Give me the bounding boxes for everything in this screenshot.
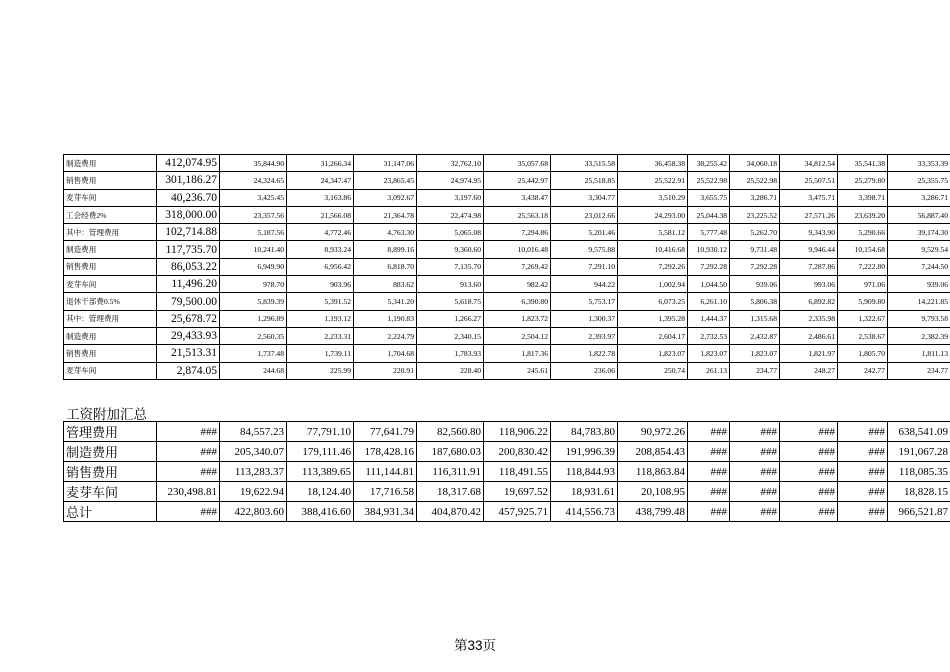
table-cell: 993.06 [780,276,838,293]
detail-row [64,258,950,275]
table-cell: 118,863.84 [618,462,688,482]
table-cell: 18,931.61 [551,482,618,502]
table-cell: 111,144.81 [354,462,417,482]
table-cell: 21,566.08 [287,206,354,223]
row-label: 麦芽车间 [64,189,157,206]
table-cell: 3,286.71 [888,189,950,206]
table-cell: 23,639.20 [838,206,888,223]
table-cell: 90,972.26 [618,422,688,442]
summary-table [63,421,950,522]
detail-row [64,241,950,258]
table-cell: 23,357.56 [220,206,287,223]
table-cell: 1,822.78 [551,345,618,362]
table-cell: 9,946.44 [780,241,838,258]
table-cell: 24,293.00 [618,206,688,223]
table-cell: 205,340.07 [220,442,287,462]
table-cell: 7,292.28 [688,258,730,275]
table-cell: 178,428.16 [354,442,417,462]
table-cell: 1,193.12 [287,310,354,327]
table-cell: 5,753.17 [551,293,618,310]
table-cell: 21,364.78 [354,206,417,223]
detail-row [64,345,950,362]
table-cell: 1,737.48 [220,345,287,362]
table-cell: 1,395.28 [618,310,688,327]
table-cell: 245.61 [484,362,551,379]
table-cell: 200,830.42 [484,442,551,462]
table-cell: 6,261.10 [688,293,730,310]
detail-row [64,224,950,241]
table-cell: ### [688,482,730,502]
table-cell: 236.06 [551,362,618,379]
table-cell: 248.27 [780,362,838,379]
detail-row [64,327,950,344]
table-cell: 5,201.46 [551,224,618,241]
table-cell: 1,823.07 [688,345,730,362]
row-total: 301,186.27 [157,172,220,189]
table-cell: 225.99 [287,362,354,379]
table-cell: 17,716.58 [354,482,417,502]
table-cell: 23,865.45 [354,172,417,189]
table-cell: 228.40 [417,362,484,379]
row-label: 总计 [64,502,157,522]
table-cell: 4,772.46 [287,224,354,241]
table-cell: 35,057.68 [484,155,551,172]
table-cell: 7,291.10 [551,258,618,275]
table-cell: 2,486.61 [780,327,838,344]
table-cell: 9,343.90 [780,224,838,241]
table-cell: ### [838,442,888,462]
expense-detail-table [63,154,950,380]
row-total: ### [157,502,220,522]
row-total: 2,874.05 [157,362,220,379]
table-cell: 5,391.52 [287,293,354,310]
table-cell: 18,124.40 [287,482,354,502]
table-cell: 9,360.60 [417,241,484,258]
table-cell: 2,340.15 [417,327,484,344]
summary-row [64,442,950,462]
table-cell: 2,504.12 [484,327,551,344]
table-cell: 1,783.93 [417,345,484,362]
table-cell: 34,812.54 [780,155,838,172]
table-cell: 982.42 [484,276,551,293]
table-cell: 25,522.91 [618,172,688,189]
table-cell: 1,190.83 [354,310,417,327]
table-cell: 10,154.68 [838,241,888,258]
detail-row [64,206,950,223]
row-label: 销售费用 [64,462,157,482]
row-label: 其中：管理费用 [64,224,157,241]
table-cell: 5,909.80 [838,293,888,310]
table-cell: 38,255.42 [688,155,730,172]
table-cell: 6,818.70 [354,258,417,275]
table-cell: 1,444.37 [688,310,730,327]
table-cell: 2,382.39 [888,327,950,344]
table-cell: 18,828.15 [888,482,950,502]
table-cell: 10,241.40 [220,241,287,258]
table-cell: 9,529.54 [888,241,950,258]
table-cell: 3,092.67 [354,189,417,206]
row-label: 制造费用 [64,241,157,258]
table-cell: 25,442.97 [484,172,551,189]
table-cell: ### [780,462,838,482]
row-total: 40,236.70 [157,189,220,206]
table-cell: 20,108.95 [618,482,688,502]
table-cell: 939.06 [888,276,950,293]
table-cell: 18,317.68 [417,482,484,502]
table-cell: 1,817.36 [484,345,551,362]
row-label: 销售费用 [64,345,157,362]
table-cell: 1,315.68 [730,310,780,327]
table-cell: 5,839.39 [220,293,287,310]
table-cell: 23,012.66 [551,206,618,223]
table-cell: 3,438.47 [484,189,551,206]
table-cell: 82,560.80 [417,422,484,442]
table-cell: 242.77 [838,362,888,379]
table-cell: ### [838,462,888,482]
table-cell: ### [838,482,888,502]
summary-row [64,422,950,442]
table-cell: 19,697.52 [484,482,551,502]
row-label: 其中：管理费用 [64,310,157,327]
row-total: 79,500.00 [157,293,220,310]
row-total: 86,053.22 [157,258,220,275]
table-cell: 1,300.37 [551,310,618,327]
table-cell: 10,016.48 [484,241,551,258]
row-label: 退休干部费0.5% [64,293,157,310]
table-cell: 404,870.42 [417,502,484,522]
table-cell: 939.06 [730,276,780,293]
table-cell: 2,224.79 [354,327,417,344]
row-total: 21,513.31 [157,345,220,362]
table-cell: 25,507.51 [780,172,838,189]
table-cell: 438,799.48 [618,502,688,522]
row-label: 制造费用 [64,327,157,344]
summary-row [64,502,950,522]
table-cell: 2,604.17 [618,327,688,344]
summary-row [64,482,950,502]
table-cell: 1,002.94 [618,276,688,293]
table-cell: 19,622.94 [220,482,287,502]
table-cell: 7,292.28 [730,258,780,275]
table-cell: ### [780,442,838,462]
row-total: 318,000.00 [157,206,220,223]
row-label: 麦芽车间 [64,362,157,379]
table-cell: 34,060.18 [730,155,780,172]
table-cell: 5,777.48 [688,224,730,241]
table-cell: 31,147.06 [354,155,417,172]
detail-row [64,362,950,379]
table-cell: 24,974.95 [417,172,484,189]
table-cell: 1,823.07 [618,345,688,362]
table-cell: ### [780,482,838,502]
table-cell: 388,416.60 [287,502,354,522]
table-cell: 118,085.35 [888,462,950,482]
table-cell: 113,389.65 [287,462,354,482]
table-cell: 944.22 [551,276,618,293]
table-cell: 118,844.93 [551,462,618,482]
table-cell: 25,279.80 [838,172,888,189]
table-cell: 2,233.31 [287,327,354,344]
table-cell: 7,135.70 [417,258,484,275]
table-cell: ### [730,482,780,502]
table-cell: 191,067.28 [888,442,950,462]
detail-row [64,293,950,310]
table-cell: ### [688,462,730,482]
table-cell: 7,294.86 [484,224,551,241]
table-cell: 7,244.50 [888,258,950,275]
table-cell: 22,474.98 [417,206,484,223]
row-total: ### [157,442,220,462]
table-cell: 978.70 [220,276,287,293]
row-label: 制造费用 [64,155,157,172]
table-cell: 422,803.60 [220,502,287,522]
table-cell: ### [730,422,780,442]
table-cell: 25,355.75 [888,172,950,189]
table-cell: 9,731.48 [730,241,780,258]
table-cell: 25,522.98 [688,172,730,189]
table-cell: 27,571.26 [780,206,838,223]
table-cell: 3,475.71 [780,189,838,206]
table-cell: 1,811.13 [888,345,950,362]
table-cell: 5,806.38 [730,293,780,310]
detail-row [64,172,950,189]
table-cell: 6,390.80 [484,293,551,310]
table-cell: 191,996.39 [551,442,618,462]
table-cell: 3,425.45 [220,189,287,206]
table-cell: ### [838,502,888,522]
table-cell: 2,732.53 [688,327,730,344]
table-cell: 1,044.50 [688,276,730,293]
summary-title: 工资附加汇总 [66,407,147,422]
table-cell: 8,933.24 [287,241,354,258]
row-label: 销售费用 [64,258,157,275]
table-cell: 5,262.70 [730,224,780,241]
table-cell: 1,739.11 [287,345,354,362]
table-cell: 24,324.65 [220,172,287,189]
table-cell: 883.62 [354,276,417,293]
table-cell: 3,510.29 [618,189,688,206]
table-cell: 23,225.52 [730,206,780,223]
table-cell: 118,906.22 [484,422,551,442]
table-cell: 179,111.46 [287,442,354,462]
table-cell: 208,854.43 [618,442,688,462]
table-cell: 31,266.34 [287,155,354,172]
table-cell: 2,432.87 [730,327,780,344]
row-total: 102,714.88 [157,224,220,241]
table-cell: 8,899.16 [354,241,417,258]
table-cell: 116,311.91 [417,462,484,482]
table-cell: 3,163.86 [287,189,354,206]
table-cell: 35,844.90 [220,155,287,172]
table-cell: ### [730,462,780,482]
row-label: 制造费用 [64,442,157,462]
table-cell: 966,521.87 [888,502,950,522]
row-total: 25,678.72 [157,310,220,327]
table-cell: 113,283.37 [220,462,287,482]
table-cell: 250.74 [618,362,688,379]
table-cell: 39,174.30 [888,224,950,241]
table-cell: 6,892.82 [780,293,838,310]
table-cell: 6,949.90 [220,258,287,275]
table-cell: 5,581.12 [618,224,688,241]
table-cell: 3,286.71 [730,189,780,206]
table-cell: 3,398.71 [838,189,888,206]
table-cell: 5,187.56 [220,224,287,241]
table-cell: 220.91 [354,362,417,379]
table-cell: 638,541.09 [888,422,950,442]
table-cell: 2,335.98 [780,310,838,327]
table-cell: 10,416.68 [618,241,688,258]
row-total: ### [157,422,220,442]
table-cell: 10,930.12 [688,241,730,258]
table-cell: 7,269.42 [484,258,551,275]
table-cell: 7,222.80 [838,258,888,275]
table-cell: 25,518.85 [551,172,618,189]
row-label: 销售费用 [64,172,157,189]
table-cell: 903.96 [287,276,354,293]
table-cell: 3,304.77 [551,189,618,206]
table-cell: ### [688,422,730,442]
row-label: 麦芽车间 [64,276,157,293]
table-cell: 33,353.39 [888,155,950,172]
table-cell: ### [780,502,838,522]
table-cell: 84,557.23 [220,422,287,442]
row-total: 230,498.81 [157,482,220,502]
table-cell: 6,073.25 [618,293,688,310]
table-cell: 1,296.89 [220,310,287,327]
table-cell: 1,821.97 [780,345,838,362]
table-cell: 234.77 [888,362,950,379]
table-cell: 36,458.38 [618,155,688,172]
row-total: 117,735.70 [157,241,220,258]
table-cell: 7,292.26 [618,258,688,275]
table-cell: 971.06 [838,276,888,293]
row-total: 29,433.93 [157,327,220,344]
table-cell: 3,655.75 [688,189,730,206]
table-cell: ### [688,502,730,522]
table-cell: 25,522.98 [730,172,780,189]
row-total: 11,496.20 [157,276,220,293]
table-cell: 913.60 [417,276,484,293]
row-label: 麦芽车间 [64,482,157,502]
table-cell: 1,823.07 [730,345,780,362]
table-cell: ### [780,422,838,442]
table-cell: 2,393.97 [551,327,618,344]
table-cell: 9,793.58 [888,310,950,327]
table-cell: 84,783.80 [551,422,618,442]
table-cell: 33,515.58 [551,155,618,172]
table-cell: 2,538.67 [838,327,888,344]
page-number: 第33页 [453,638,497,653]
table-cell: 32,762.10 [417,155,484,172]
detail-row [64,189,950,206]
detail-row [64,155,950,172]
row-label: 工会经费2% [64,206,157,223]
row-total: ### [157,462,220,482]
table-cell: 261.13 [688,362,730,379]
table-cell: 1,704.68 [354,345,417,362]
summary-row [64,462,950,482]
table-cell: 1,805.70 [838,345,888,362]
table-cell: 1,322.67 [838,310,888,327]
table-cell: 5,618.75 [417,293,484,310]
table-cell: 14,221.85 [888,293,950,310]
table-cell: 1,823.72 [484,310,551,327]
table-cell: ### [688,442,730,462]
table-cell: 25,044.38 [688,206,730,223]
table-cell: ### [730,502,780,522]
row-label: 管理费用 [64,422,157,442]
detail-row [64,276,950,293]
table-cell: 35,541.38 [838,155,888,172]
table-cell: 2,560.35 [220,327,287,344]
table-cell: 234.77 [730,362,780,379]
table-cell: 7,287.86 [780,258,838,275]
table-cell: 25,563.18 [484,206,551,223]
row-total: 412,074.95 [157,155,220,172]
table-cell: ### [730,442,780,462]
table-cell: 5,341.20 [354,293,417,310]
table-cell: 3,197.60 [417,189,484,206]
table-cell: 414,556.73 [551,502,618,522]
table-cell: 5,065.08 [417,224,484,241]
table-cell: 384,931.34 [354,502,417,522]
table-cell: 1,266.27 [417,310,484,327]
table-cell: 4,763.30 [354,224,417,241]
table-cell: 457,925.71 [484,502,551,522]
table-cell: 9,575.88 [551,241,618,258]
table-cell: 5,290.66 [838,224,888,241]
table-cell: 244.68 [220,362,287,379]
table-cell: ### [838,422,888,442]
table-cell: 187,680.03 [417,442,484,462]
table-cell: 77,791.10 [287,422,354,442]
table-cell: 56,887.40 [888,206,950,223]
table-cell: 77,641.79 [354,422,417,442]
table-cell: 118,491.55 [484,462,551,482]
table-cell: 6,956.42 [287,258,354,275]
table-cell: 24,347.47 [287,172,354,189]
detail-row [64,310,950,327]
